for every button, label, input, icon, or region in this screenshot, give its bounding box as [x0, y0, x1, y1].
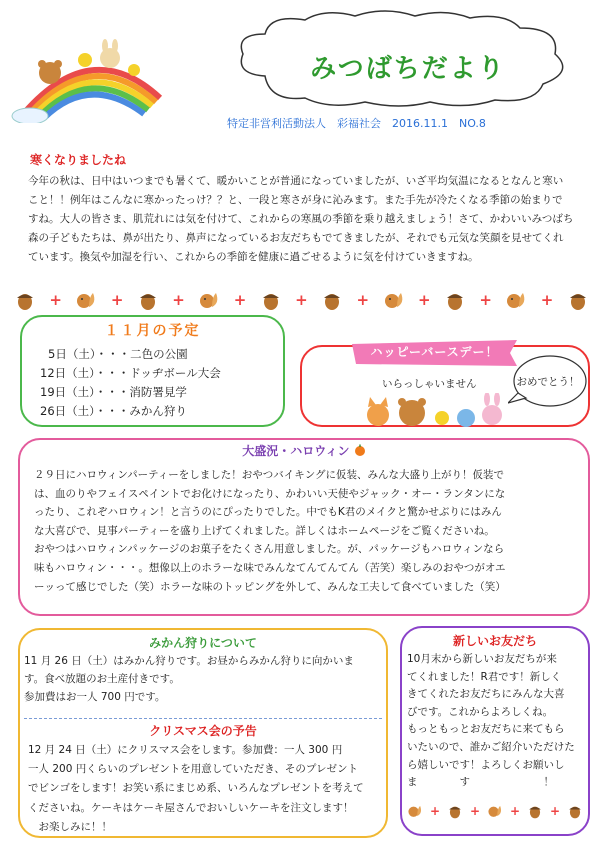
mikan-paragraph — [24, 652, 384, 706]
schedule-list — [40, 345, 221, 421]
squirrel-icon — [407, 803, 423, 819]
christmas-title: クリスマス会の予告 — [149, 724, 257, 738]
intro-line: すね。大人の皆さま、肌荒れには気を付けて、これからの寒風の季節を乗り越えましょう！さて、かわいいみつばち — [28, 213, 574, 225]
squirrel-icon — [198, 289, 220, 311]
schedule-item: 26日（土）・・・みかん狩り — [40, 404, 187, 418]
christmas-line: くださいね。ケーキはケーキ屋さんでおいしいケーキを注文します！ — [28, 801, 354, 814]
new-friends-paragraph — [407, 651, 583, 792]
schedule-item: 5日（土）・・・二色の公園 — [48, 347, 188, 361]
mikan-line: 参加費はお一人 700 円です。 — [24, 691, 166, 703]
acorn-icon — [260, 289, 282, 311]
plus-icon: + — [429, 804, 441, 818]
friends-line: びです。これからよろしくね。 — [407, 705, 554, 718]
plus-icon: + — [49, 291, 62, 309]
christmas-line: 一人 200 円くらいのプレゼントを用意していただき、そのプレゼント — [28, 763, 358, 776]
schedule-item: 19日（土）・・・消防署見学 — [40, 385, 187, 399]
halloween-line: 味もハロウィン・・・。想像以上のホラーな味でみんなてんてんてん（苦笑）楽しみのおやつがオエ — [34, 561, 506, 574]
schedule-item: 12日（土）・・・ドッヂボール大会 — [40, 366, 221, 380]
friends-line: きてくれたお友だちにみんな大喜 — [407, 688, 565, 701]
squirrel-icon — [487, 803, 503, 819]
plus-icon: + — [295, 291, 308, 309]
christmas-line: でビンゴをします！お笑い系にまじめ系、いろんなプレゼントを考えて — [28, 782, 364, 795]
acorn-icon — [447, 803, 463, 819]
halloween-paragraph — [34, 466, 579, 596]
plus-icon: + — [233, 291, 247, 309]
mikan-title: みかん狩りについて — [149, 636, 257, 650]
speech-bubble-text: おめでとう！ — [516, 376, 580, 388]
christmas-paragraph — [28, 741, 383, 837]
acorn-icon — [567, 289, 589, 311]
halloween-title-text: 大盛況・ハロウィン — [242, 444, 350, 458]
halloween-line: な大喜びで、見事パーティーを盛り上げてくれました。詳しくはホームページをご覧くださいね。 — [34, 524, 495, 537]
plus-icon: + — [417, 291, 431, 309]
intro-line: 森の子どもたちは、鼻が出たり、鼻声になっているお友だちもでてきましたが、それでも元気な笑顔を見せてくれ — [28, 232, 564, 244]
intro-line: こと！！例年はこんなに寒かったっけ？？と、一段と寒さが身に沁みます。また手先が冷たくなる季節の始まりで — [28, 194, 563, 206]
friends-line: 10月末から新しいお友だちが来 — [407, 653, 557, 665]
intro-paragraph — [28, 172, 583, 267]
plus-icon: + — [540, 291, 554, 309]
halloween-line: おやつはハロウィンパッケージのお菓子をたくさん用意しました。が、パッケージもハロウィンなら — [34, 543, 505, 556]
org-date-issue-line: 特定非営利活動法人 彩福社会 2016.11.1 NO.8 — [227, 117, 486, 130]
squirrel-icon — [505, 289, 527, 311]
plus-icon: + — [469, 804, 481, 818]
pumpkin-icon — [354, 444, 366, 456]
acorn-icon — [321, 289, 343, 311]
schedule-title: １１月の予定 — [104, 323, 201, 339]
intro-line: ています。換気や加湿を行い、これからの季節を健康に過ごせるように気を付けていきますね。 — [28, 251, 479, 263]
plus-icon: + — [356, 291, 370, 309]
rainbow-animals-illustration — [10, 38, 170, 123]
friends-line: もっともっとお友だちに来てもら — [407, 723, 565, 736]
friends-decorative-row — [407, 800, 583, 822]
halloween-line: ーッって感じでした（笑）ホラーな味のトッピングを外して、みんな工夫して食べていました（笑） — [34, 580, 506, 593]
section-divider — [24, 718, 382, 719]
mikan-line: 11 月 26 日（土）はみかん狩りです。お昼からみかん狩りに向かいま — [24, 655, 354, 667]
halloween-line: は、血のりやフェイスペイントでお化けになったり、かわいい天使やジャック・オー・ランタンにな — [34, 487, 506, 500]
decorative-divider — [14, 285, 589, 315]
acorn-icon — [527, 803, 543, 819]
acorn-icon — [444, 289, 466, 311]
friends-line: ま す ！ — [407, 776, 554, 789]
halloween-title — [18, 442, 590, 459]
christmas-line: お楽しみに！！ — [28, 820, 112, 833]
squirrel-icon — [383, 289, 405, 311]
plus-icon: + — [479, 291, 492, 309]
animal-friends-illustration — [362, 393, 507, 433]
friends-line: ら嬉しいです！よろしくお願いし — [407, 758, 565, 771]
plus-icon: + — [172, 291, 185, 309]
acorn-icon — [567, 803, 583, 819]
plus-icon: + — [509, 804, 521, 818]
acorn-icon — [14, 289, 36, 311]
halloween-line: ２９日にハロウィンパーティーをしました！おやつバイキングに仮装、みんな大盛り上がり！仮装で — [34, 469, 504, 481]
mikan-line: す。食べ放題のお土産付きです。 — [24, 673, 180, 685]
birthday-ribbon-text: ハッピーバースデー！ — [370, 345, 499, 359]
new-friends-title: 新しいお友だち — [452, 634, 537, 648]
friends-line: いたいので、誰かご紹介いただけた — [407, 740, 575, 753]
newsletter-title: みつばちだより — [310, 54, 506, 84]
plus-icon: + — [549, 804, 561, 818]
plus-icon: + — [110, 291, 124, 309]
intro-heading: 寒くなりましたね — [30, 153, 127, 167]
squirrel-icon — [75, 289, 97, 311]
christmas-line: 12 月 24 日（土）にクリスマス会をします。参加費：一人 300 円 — [28, 744, 343, 756]
friends-line: てくれました！R君です！新しく — [407, 670, 562, 683]
halloween-line: ったり、これぞハロウィン！と言うのにぴったりでした。中でもK君のメイクと驚かせぶりにはみん — [34, 506, 502, 519]
intro-line: 今年の秋は、日中はいつまでも暑くて、暖かいことが普通になっていましたが、いざ平均気温になるとなんと寒い — [28, 175, 564, 187]
birthday-welcome-text: いらっしゃいません — [382, 378, 477, 390]
acorn-icon — [137, 289, 159, 311]
